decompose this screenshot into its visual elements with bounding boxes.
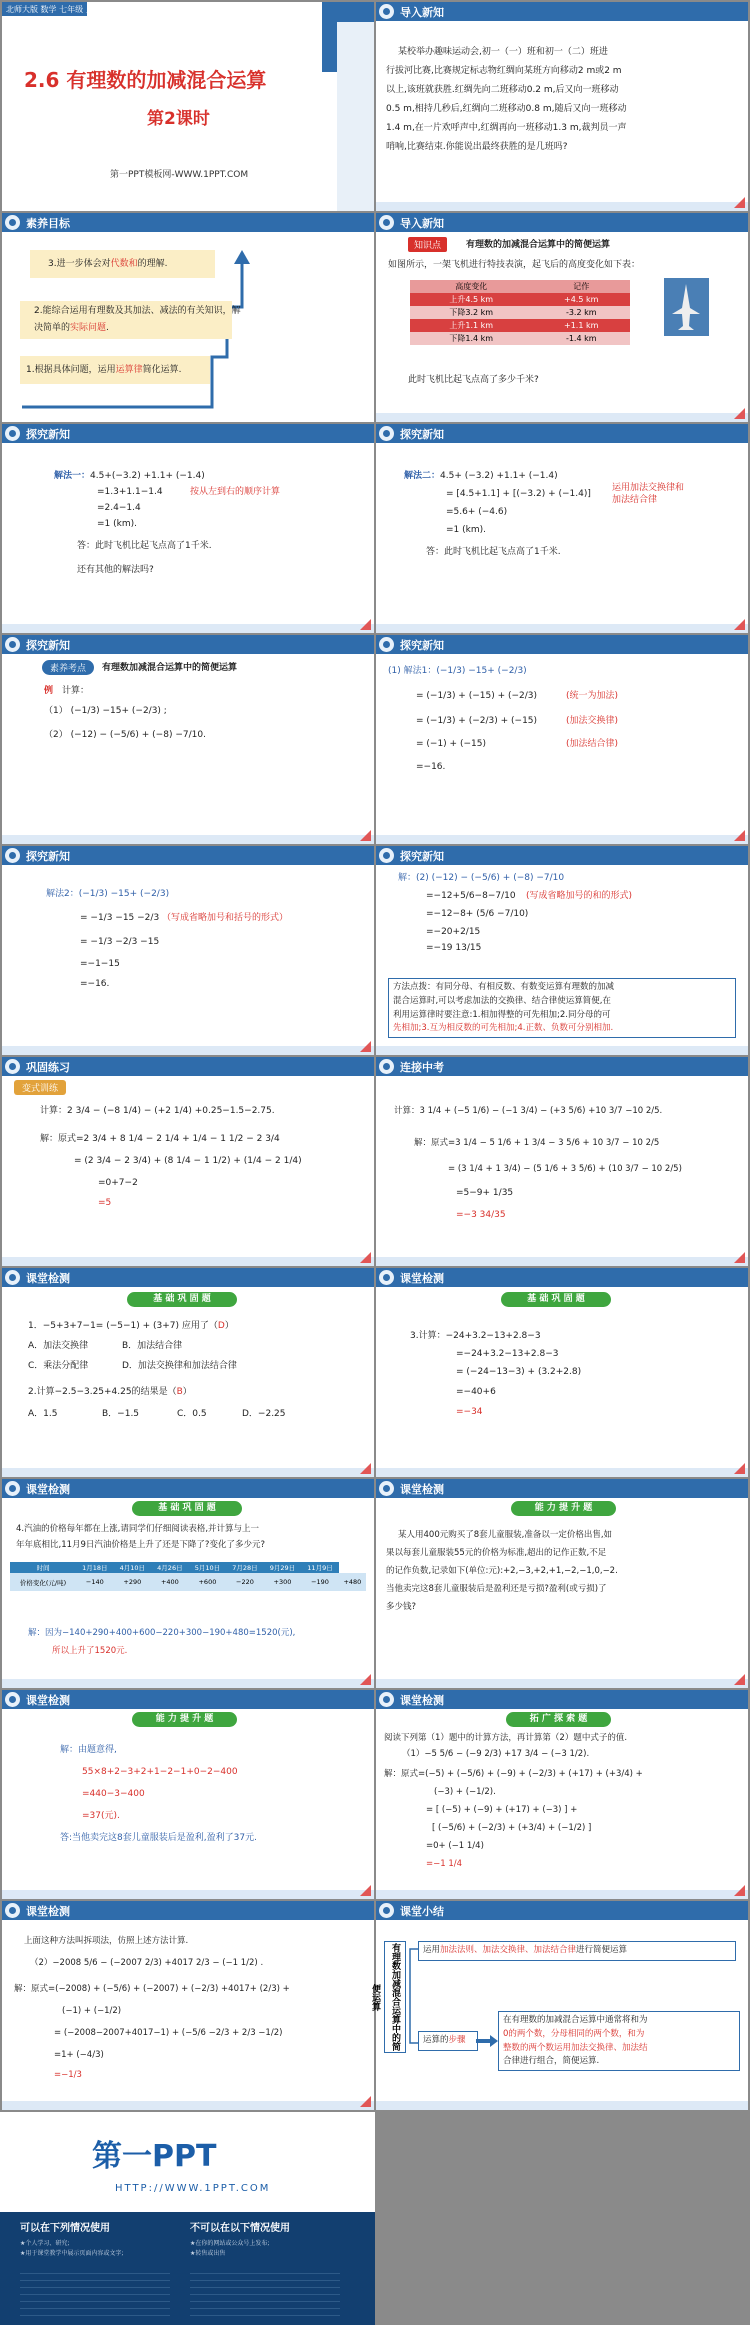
book-tag-text: 北师大版 数学 七年级 上册 [6, 5, 102, 14]
para-line: 哨响,比赛结束.你能说出最终获胜的是几班吗? [386, 142, 568, 152]
slide-intro [376, 2, 748, 211]
summary-rule-box: 在有理数的加减混合运算中通常将和为 0的两个数，分母相同的两个数，和为 整数的两个数运用加法交换律、加法结 合律进行组合，简便运算. [498, 2011, 740, 2071]
header-icon [5, 1481, 20, 1496]
knowledge-title: 有理数的加减混合运算中的简便运算 [466, 240, 611, 250]
header-title: 课堂检测 [400, 1483, 444, 1496]
level-banner: 基 础 巩 固 题 [501, 1292, 611, 1307]
header-title: 课堂检测 [26, 1272, 70, 1285]
next-arrow-icon [360, 1463, 371, 1474]
summary-top-box: 运用加法法则、加法交换律、加法结合律进行简便运算 [418, 1941, 736, 1961]
para-line: 行拔河比赛,比赛规定标志物红绸向某班方向移动2 m或2 m [386, 66, 622, 76]
slide-header [376, 635, 748, 654]
header-icon [379, 1270, 394, 1285]
lesson-subtitle: 第2课时 [147, 109, 210, 129]
slide-check-6: 课堂检测 拓 广 探 索 题 阅读下列第（1）题中的计算方法，再计算第（2）题中式子的值. （1）−5 5/6 − (−9 2/3) +17 3/4 − (−3 1/2). 解：原式=(−5) + (−5/6) + (−9) + (−2/3) + (+17) + (+3/4) + (−3) + (−1/2). = [ (−5) + (−9) + (+17) + (−3) ] + [ (−5/6) + (−2/3) + (+3/4) + (−1/2) ] =0+ (−1 1/4) =−1 1/4 [376, 1690, 748, 1899]
ad-url: HTTP://WWW.1PPT.COM [115, 2183, 271, 2194]
ad-info-block: 可以在下列情况使用 不可以在以下情况使用 ★个人学习、研究; ★用于课堂教学中展示页面内容或文字; ★在你的网站或公众号上发布; ★转售或出售 [0, 2212, 375, 2325]
level-banner: 基 础 巩 固 题 [127, 1292, 237, 1307]
slide-header [376, 1479, 748, 1498]
slide-header [2, 635, 374, 654]
ad-link-list [20, 2267, 170, 2317]
side-decor [337, 22, 374, 211]
goal-1-box: 1.根据具体问题，运用运算律简化运算. [20, 356, 210, 384]
slide-header [376, 846, 748, 865]
header-icon [379, 215, 394, 230]
next-arrow-icon [360, 1252, 371, 1263]
next-arrow-icon [360, 2096, 371, 2107]
next-arrow-icon [360, 830, 371, 841]
ad-link-list [190, 2267, 340, 2317]
header-icon [379, 637, 394, 652]
method-tip-box: 方法点拨：有同分母、有相反数、有数变运算有理数的加减 混合运算时,可以考虑加法的交换律、结合律使运算简便,在 利用运算律时要注意:1.相加得整的可先相加;2.同分母的可 先相加;3.互为相反数的可先相加;4.正数、负数可分别相加. [388, 978, 736, 1038]
next-arrow-icon [734, 830, 745, 841]
next-arrow-icon [734, 197, 745, 208]
variant-badge: 变式训练 [14, 1080, 66, 1095]
header-icon [5, 426, 20, 441]
question-text: 此时飞机比起飞点高了多少千米? [408, 375, 539, 385]
header-icon [379, 4, 394, 19]
slide-solution-2: 探究新知 解法2：(−1/3) −15+ (−2/3) = −1/3 −15 −2/3 （写成省略加号和括号的形式） = −1/3 −2/3 −15 =−1−15 =−16. [2, 846, 374, 1055]
slide-header [2, 846, 374, 865]
header-icon [379, 1692, 394, 1707]
example-badge: 素养考点 [42, 660, 94, 675]
header-title: 课堂检测 [400, 1694, 444, 1707]
slide-check-3: 课堂检测 基 础 巩 固 题 4.汽油的价格每年都在上涨,请同学们仔细阅读表格,并计算与上一 年年底相比,11月9日汽油价格是上升了还是下降了?变化了多少元? 时间 1月18日 4月10日 4月26日 5月10日 7月28日 9月29日 11月9日 价格变化(元/吨) −140 +290 +400 +600 −220 +300 −190 +480 解：因为−140+290+400+600−220+300−190+480=1520(元), 所以上升了1520元. [2, 1479, 374, 1688]
slide-header [2, 1057, 374, 1076]
header-icon [5, 215, 20, 230]
slide-check-4: 课堂检测 能 力 提 升 题 某人用400元购买了8套儿童服装,准备以一定价格出售,如 果以每套儿童服装55元的价格为标准,超出的记作正数,不足 的记作负数,记录如下(单位:元):+2,−3,+2,+1,−2,−1,0,−2. 当他卖完这8套儿童服装后是盈利还是亏损?盈利(或亏损)了 多少钱? [376, 1479, 748, 1688]
lesson-title: 2.6 有理数的加减混合运算 [24, 68, 267, 92]
para-line: 0.5 m,相持几秒后,红绸向二班移动0.8 m,随后又向一班移动 [386, 104, 627, 114]
header-title: 探究新知 [26, 428, 70, 441]
header-icon [5, 1903, 20, 1918]
goal-2-box: 2.能综合运用有理数及其加法、减法的有关知识，解 决简单的实际问题. [20, 301, 232, 339]
summary-steps-box: 运算的步骤 [418, 2031, 478, 2051]
next-arrow-icon [734, 1252, 745, 1263]
knowledge-badge: 知识点 [408, 237, 447, 252]
slide-check-2: 课堂检测 基 础 巩 固 题 3.计算：−24+3.2−13+2.8−3 =−24+3.2−13+2.8−3 = (−24−13−3) + (3.2+2.8) =−40+6 =−34 [376, 1268, 748, 1477]
slide-header [376, 1057, 748, 1076]
para-line: 某校举办趣味运动会,初一（一）班和初一（二）班进 [398, 47, 608, 57]
slide-method-1: 探究新知 解法一：4.5+(−3.2) +1.1+ (−1.4) =1.3+1.1−1.4 按从左到右的顺序计算 =2.4−1.4 =1 (km). 答：此时飞机比起飞点高了1千米. 还有其他的解法吗? [2, 424, 374, 633]
header-title: 探究新知 [400, 850, 444, 863]
price-table: 时间 1月18日 4月10日 4月26日 5月10日 7月28日 9月29日 11月9日 价格变化(元/吨) −140 +290 +400 +600 −220 +300 −190 +480 [10, 1562, 366, 1591]
slide-header [2, 424, 374, 443]
header-icon [5, 1059, 20, 1074]
header-title: 连接中考 [400, 1061, 444, 1074]
para-line: 以上,该班就获胜.红绸先向二班移动0.2 m,后又向一班移动 [386, 85, 619, 95]
slide-header [376, 2, 748, 21]
next-arrow-icon [360, 1041, 371, 1052]
summary-topic: 有理数加减混合运算中的简便运算 [384, 1941, 406, 2053]
header-icon [5, 848, 20, 863]
slide-knowledge [376, 213, 748, 422]
slide-method-2: 探究新知 解法二：4.5+ (−3.2) +1.1+ (−1.4) = [4.5+1.1] + [(−3.2) + (−1.4)] 运用加法交换律和 加法结合律 =5.6+ (−4.6) =1 (km). 答：此时飞机比起飞点高了1千米. [376, 424, 748, 633]
header-title: 巩固练习 [26, 1061, 70, 1074]
ppt-ad-panel [0, 2112, 375, 2325]
slide-title [2, 2, 374, 211]
para-line: 1.4 m,在一片欢呼声中,红绸再向一班移动1.3 m,裁判员一声 [386, 123, 627, 133]
arrow-right-icon [476, 2035, 498, 2047]
next-arrow-icon [360, 1885, 371, 1896]
header-icon [5, 1692, 20, 1707]
header-title: 导入新知 [400, 6, 444, 19]
header-title: 探究新知 [400, 428, 444, 441]
slide-header [2, 1690, 374, 1709]
next-arrow-icon [734, 619, 745, 630]
slide-header [2, 1268, 374, 1287]
slide-check-5: 课堂检测 能 力 提 升 题 解：由题意得, 55×8+2−3+2+1−2−1+0−2−400 =440−3−400 =37(元). 答:当他卖完这8套儿童服装后是盈利,盈利了37元. [2, 1690, 374, 1899]
next-arrow-icon [360, 1674, 371, 1685]
slide-header [2, 1901, 374, 1920]
header-title: 导入新知 [400, 217, 444, 230]
header-title: 探究新知 [400, 639, 444, 652]
slide-solution-1: 探究新知 (1) 解法1：(−1/3) −15+ (−2/3) = (−1/3) + (−15) + (−2/3) (统一为加法) = (−1/3) + (−2/3) + (−15) (加法交换律) = (−1) + (−15) (加法结合律) =−16. [376, 635, 748, 844]
slide-header [376, 1690, 748, 1709]
intro-text: 如图所示，一架飞机进行特技表演，起飞后的高度变化如下表： [388, 260, 641, 270]
header-title: 探究新知 [26, 639, 70, 652]
slide-header [376, 424, 748, 443]
slide-header [2, 1479, 374, 1498]
slide-header [376, 1901, 748, 1920]
header-title: 课堂小结 [400, 1905, 444, 1918]
next-arrow-icon [734, 1885, 745, 1896]
slide-check-1: 课堂检测 基 础 巩 固 题 1．−5+3+7−1= (−5−1) + (3+7) 应用了（D） A．加法交换律 B．加法结合律 C．乘法分配律 D．加法交换律和加法结合律 2.计算−2.5−3.25+4.25的结果是（B） A．1.5 B．−1.5 C．0.5 D．−2.25 [2, 1268, 374, 1477]
header-title: 课堂检测 [26, 1694, 70, 1707]
level-banner: 基 础 巩 固 题 [132, 1501, 242, 1516]
slide-header [376, 1268, 748, 1287]
slide-exam: 连接中考 计算：3 1/4 + (−5 1/6) − (−1 3/4) − (+3 5/6) +10 3/7 −10 2/5. 解：原式=3 1/4 − 5 1/6 + 1 3/4 − 3 5/6 + 10 3/7 − 10 2/5 = (3 1/4 + 1 3/4) − (5 1/6 + 3 5/6) + (10 3/7 − 10 2/5) =5−9+ 1/35 =−3 34/35 [376, 1057, 748, 1266]
header-title: 素养目标 [26, 217, 70, 230]
airplane-photo [664, 278, 709, 336]
level-banner: 能 力 提 升 题 [132, 1712, 237, 1727]
header-icon [379, 1903, 394, 1918]
next-arrow-icon [734, 408, 745, 419]
ad-logo: 第一PPT [92, 2139, 217, 2174]
book-tag [2, 2, 102, 16]
slide-header [376, 213, 748, 232]
slide-solution-3: 探究新知 解：(2) (−12) − (−5/6) + (−8) −7/10 =−12+5/6−8−7/10 (写成省略加号的和的形式) =−12−8+ (5/6 −7/10) =−20+2/15 =−19 13/15 方法点拨：有同分母、有相反数、有数变运算有理数的加减 混合运算时,可以考虑加法的交换律、结合律使运算简便,在 利用运算律时要注意:1.相加得整的可先相加;2.同分母的可 先相加;3.互为相反数的可先相加;4.正数、负数可分别相加. [376, 846, 748, 1055]
next-arrow-icon [734, 1463, 745, 1474]
slide-practice: 巩固练习 变式训练 计算：2 3/4 − (−8 1/4) − (+2 1/4) +0.25−1.5−2.75. 解：原式=2 3/4 + 8 1/4 − 2 1/4 + 1/4 − 1 1/2 − 2 3/4 = (2 3/4 − 2 3/4) + (8 1/4 − 1 1/2) + (1/4 − 2 1/4) =0+7−2 =5 [2, 1057, 374, 1266]
header-title: 课堂检测 [400, 1272, 444, 1285]
header-title: 探究新知 [26, 850, 70, 863]
next-arrow-icon [734, 1674, 745, 1685]
header-icon [5, 637, 20, 652]
header-icon [379, 1481, 394, 1496]
header-icon [5, 1270, 20, 1285]
header-icon [379, 848, 394, 863]
slide-check-7: 课堂检测 上面这种方法叫拆项法，仿照上述方法计算. （2）−2008 5/6 − (−2007 2/3) +4017 2/3 − (−1 1/2) . 解：原式=(−2008) + (−5/6) + (−2007) + (−2/3) +4017+ (2/3) + (−1) + (−1/2) = (−2008−2007+4017−1) + (−5/6 −2/3 + 2/3 −1/2) =1+ (−4/3) =−1/3 [2, 1901, 374, 2110]
header-title: 课堂检测 [26, 1905, 70, 1918]
header-title: 课堂检测 [26, 1483, 70, 1496]
slide-example: 探究新知 素养考点 有理数加减混合运算中的简便运算 例 计算： （1） (−1/3) −15+ (−2/3) ; （2） (−12) − (−5/6) + (−8) −7/10. [2, 635, 374, 844]
header-icon [379, 1059, 394, 1074]
slide-header [2, 213, 374, 232]
next-arrow-icon [360, 619, 371, 630]
slide-goals [2, 213, 374, 422]
template-footer: 第一PPT模板网-WWW.1PPT.COM [110, 170, 249, 180]
level-banner: 拓 广 探 索 题 [506, 1712, 611, 1727]
goal-3-box: 3.进一步体会对代数和的理解. [30, 250, 215, 278]
level-banner: 能 力 提 升 题 [511, 1501, 616, 1516]
height-table: 高度变化 记作 上升4.5 km +4.5 km 下降3.2 km -3.2 km 上升1.1 km +1.1 km 下降1.4 km -1.4 km [410, 280, 630, 345]
slide-summary [370, 1901, 748, 2110]
header-icon [379, 426, 394, 441]
